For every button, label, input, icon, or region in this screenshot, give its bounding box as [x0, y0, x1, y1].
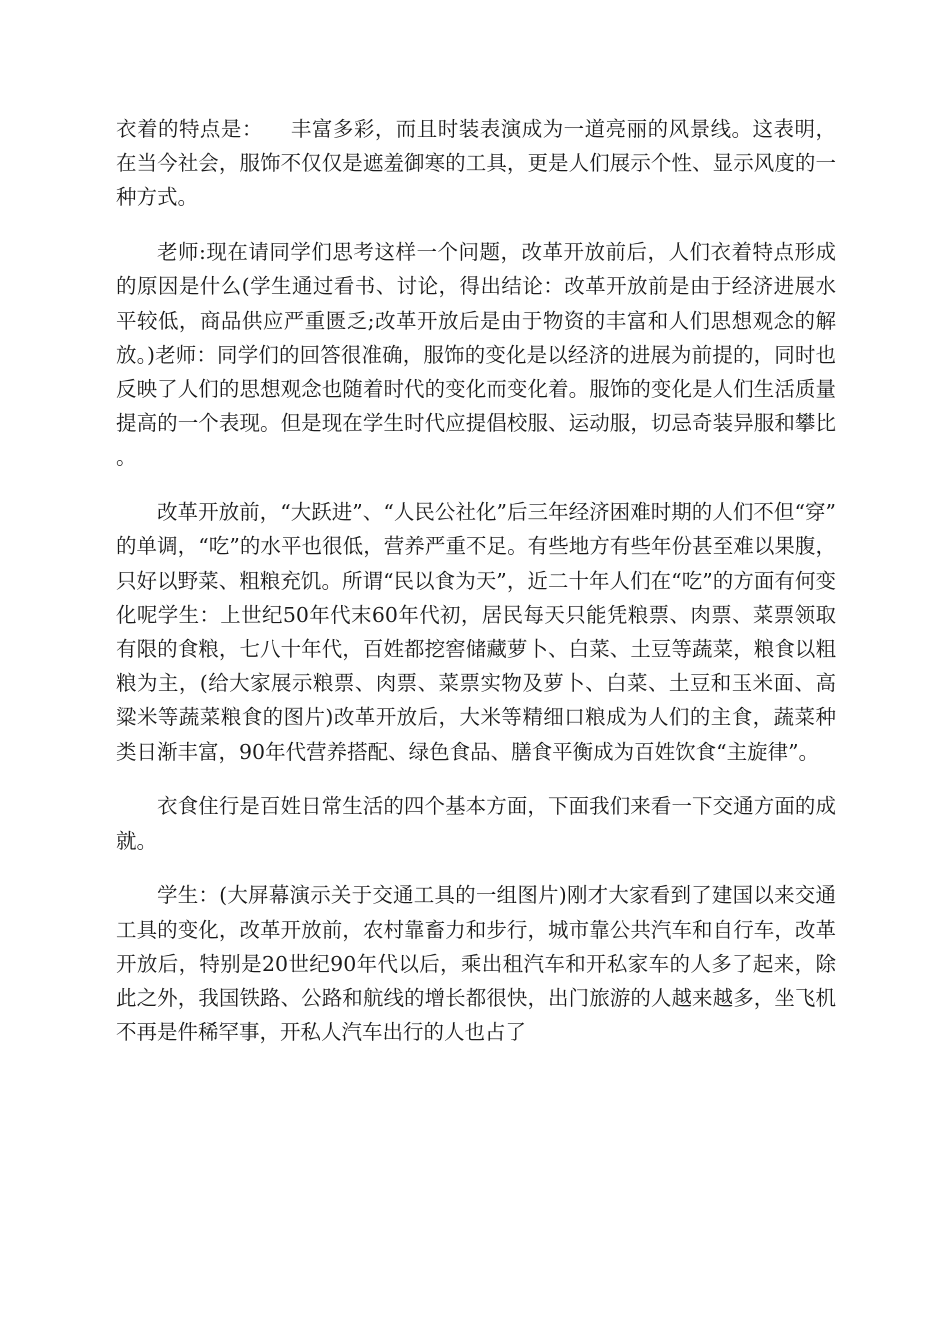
- paragraph-transport-changes: 学生：(大屏幕演示关于交通工具的一组图片)刚才大家看到了建国以来交通工具的变化，改革开放前，农村靠畜力和步行，城市靠公共汽车和自行车，改革开放后，特别是20世纪90年代以后，乘出租汽车和开私家车的人多了起来，除此之外，我国铁路、公路和航线的增长都很快，出门旅游的人越来越多，坐飞机不再是件稀罕事，开私人汽车出行的人也占了: [116, 883, 836, 1045]
- paragraph-food-changes: 改革开放前，“大跃进”、“人民公社化”后三年经济困难时期的人们不但“穿”的单调，“吃”的水平也很低，营养严重不足。有些地方有些年份甚至难以果腹，只好以野菜、粗粮充饥。所谓“民以食为天”，近二十年人们在“吃”的方面有何变化呢学生：上世纪50年代末60年代初，居民每天只能凭粮票、肉票、菜票领取有限的食粮，七八十年代，百姓都挖窖储藏萝卜、白菜、土豆等蔬菜，粮食以粗粮为主，(给大家展示粮票、肉票、菜票实物及萝卜、白菜、土豆和玉米面、高粱米等蔬菜粮食的图片)改革开放后，大米等精细口粮成为人们的主食，蔬菜种类日渐丰富，90年代营养搭配、绿色食品、膳食平衡成为百姓饮食“主旋律”。: [116, 500, 836, 764]
- paragraph-clothing-features: 衣着的特点是： 丰富多彩，而且时装表演成为一道亮丽的风景线。这表明，在当今社会，服饰不仅仅是遮羞御寒的工具，更是人们展示个性、显示风度的一种方式。: [116, 117, 836, 210]
- document-page: [116, 112, 836, 1070]
- paragraph-teacher-question: 老师:现在请同学们思考这样一个问题，改革开放前后，人们衣着特点形成的原因是什么(学生通过看书、讨论，得出结论：改革开放前是由于经济进展水平较低，商品供应严重匮乏;改革开放后是由于物资的丰富和人们思想观念的解放。)老师：同学们的回答很准确，服饰的变化是以经济的进展为前提的，同时也反映了人们的思想观念也随着时代的变化而变化着。服饰的变化是人们生活质量提高的一个表现。但是现在学生时代应提倡校服、运动服，切忌奇装异服和攀比。: [116, 240, 836, 470]
- paragraph-transport-intro: 衣食住行是百姓日常生活的四个基本方面，下面我们来看一下交通方面的成就。: [116, 794, 836, 853]
